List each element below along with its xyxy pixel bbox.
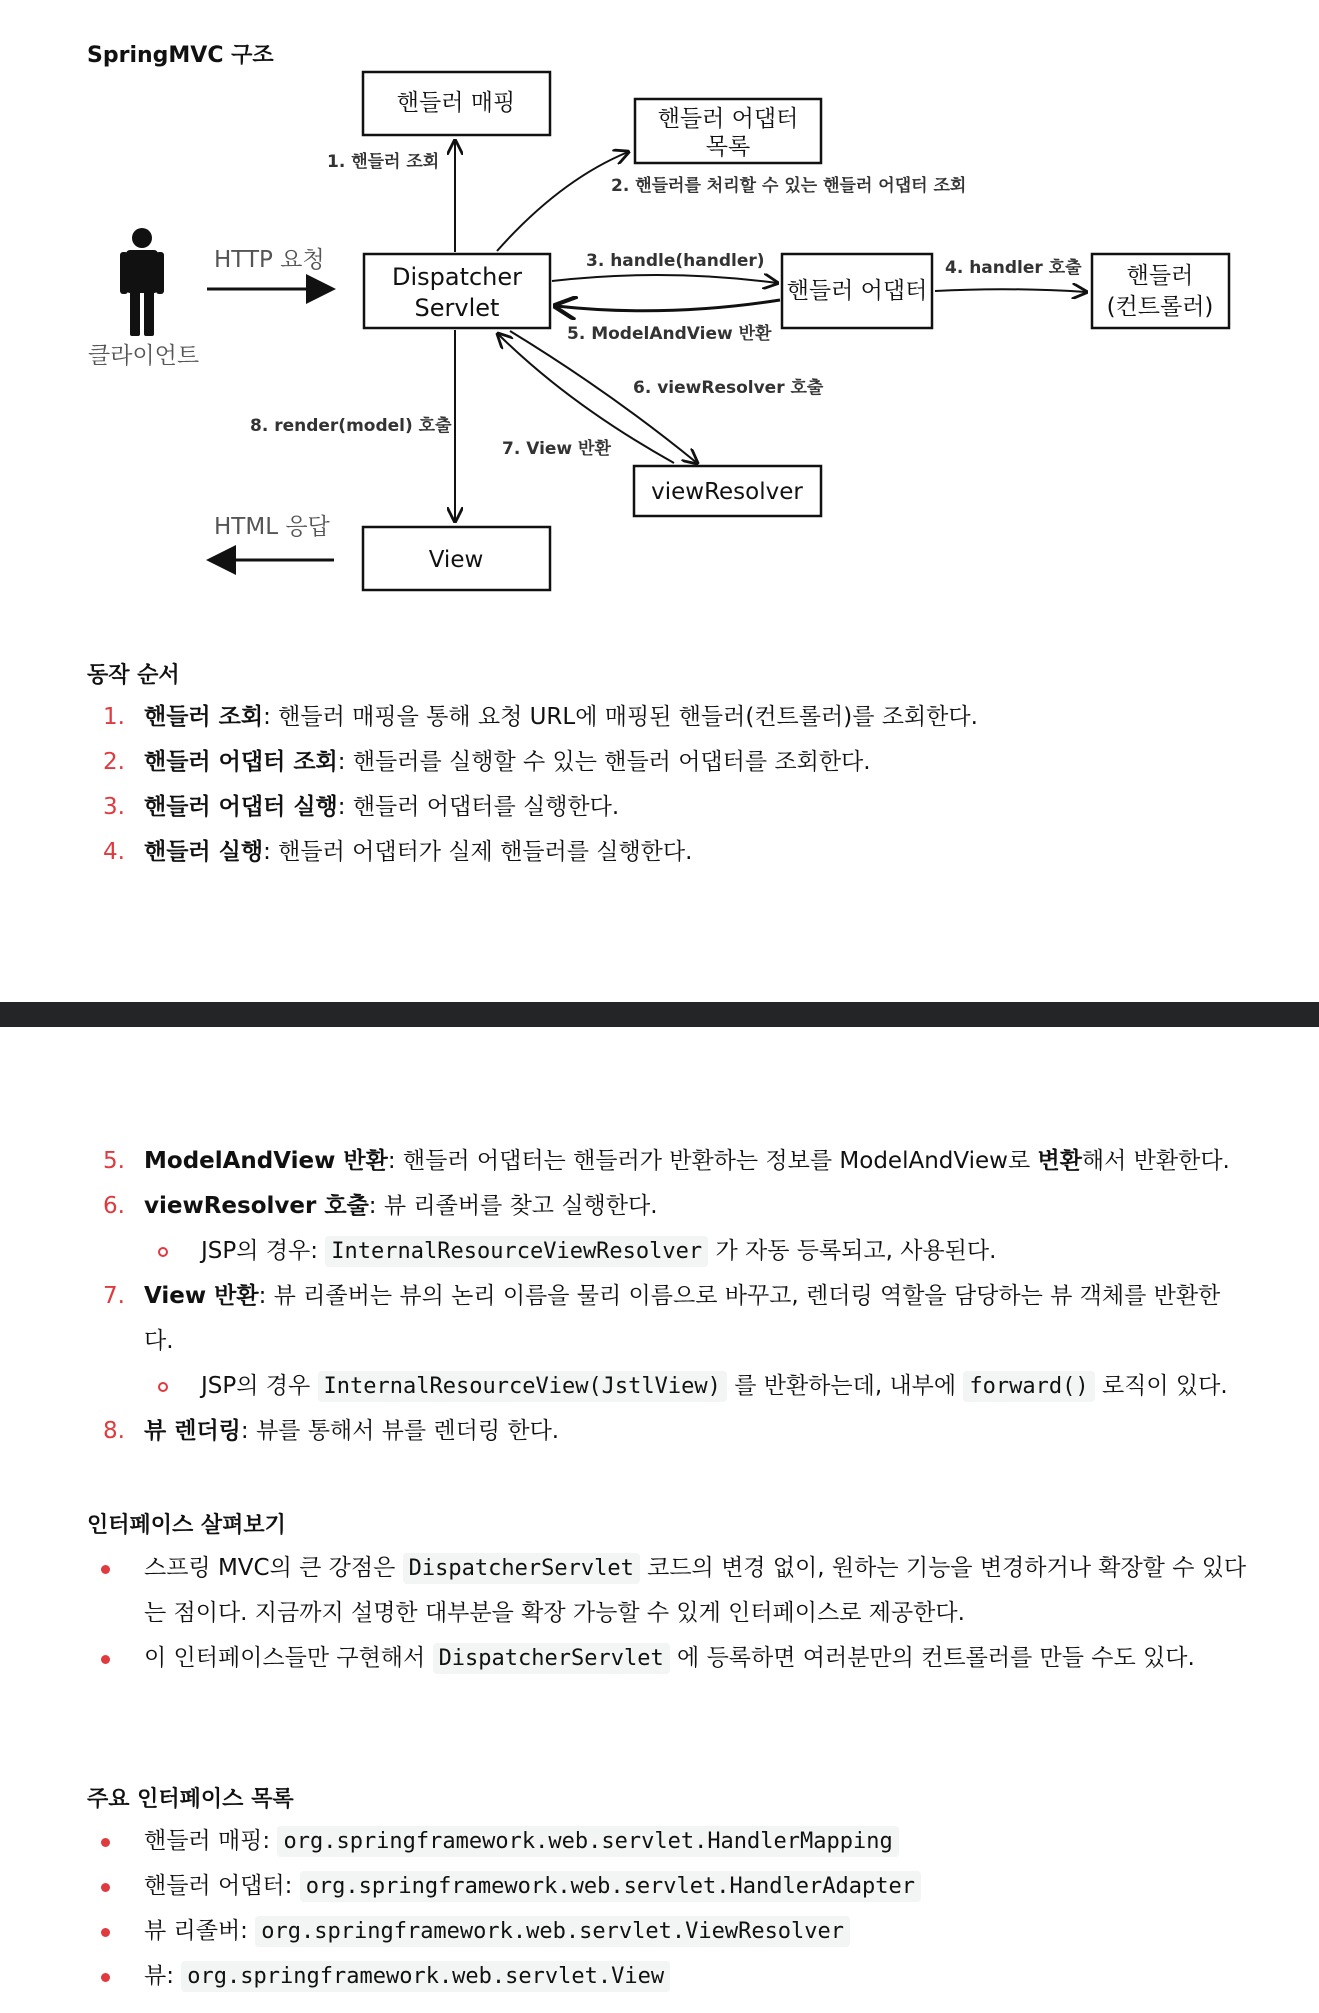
list-item: 7. View 반환: 뷰 리졸버는 뷰의 논리 이름을 물리 이름으로 바꾸고, 렌더링 역할을 담당하는 뷰 객체를 반환한다. JSP의 경우 InternalResourceView(JstlView) 를 반환하는데, 내부에 forward() 로직이 있다. (87, 1274, 1247, 1409)
handler-label-1: 핸들러 (1126, 263, 1194, 289)
arrow-step2 (497, 152, 628, 251)
list-item: 뷰 리졸버: org.springframework.web.servlet.ViewResolver (87, 1909, 1247, 1954)
code-inline: InternalResourceViewResolver (325, 1236, 708, 1267)
section-divider (0, 1002, 1319, 1027)
client-person-icon (120, 228, 164, 336)
list-item: 핸들러 어댑터: org.springframework.web.servlet.HandlerAdapter (87, 1864, 1247, 1909)
code-inline: org.springframework.web.servlet.HandlerAdapter (300, 1871, 921, 1902)
view-label: View (428, 547, 484, 573)
sub-list (144, 1364, 1247, 1409)
code-inline: forward() (963, 1371, 1094, 1402)
code-inline: DispatcherServlet (403, 1553, 640, 1584)
order-heading: 동작 순서 (87, 663, 180, 688)
sub-list-item: JSP의 경우 InternalResourceView(JstlView) 를 반환하는데, 내부에 forward() 로직이 있다. (144, 1364, 1247, 1409)
list-item: 핸들러 매핑: org.springframework.web.servlet.HandlerMapping (87, 1819, 1247, 1864)
step1-label: 1. 핸들러 조회 (327, 152, 440, 172)
code-inline: org.springframework.web.servlet.View (181, 1961, 670, 1992)
list-item: 8. 뷰 렌더링: 뷰를 통해서 뷰를 렌더링 한다. (103, 1418, 560, 1444)
dispatcher-label-1: Dispatcher (391, 263, 523, 291)
arrow-step4 (935, 289, 1086, 292)
order-list-continued (87, 1139, 1247, 1454)
code-inline: org.springframework.web.servlet.HandlerMapping (277, 1826, 898, 1857)
step3-label: 3. handle(handler) (586, 251, 765, 271)
spring-mvc-diagram (0, 0, 1319, 620)
step7-label: 7. View 반환 (502, 439, 611, 459)
adapter-list-label-2: 목록 (705, 134, 751, 160)
dispatcher-label-2: Servlet (414, 294, 500, 322)
list-item: 3. 핸들러 어댑터 실행: 핸들러 어댑터를 실행한다. (103, 794, 620, 820)
main-interfaces-list (87, 1819, 1247, 1999)
sub-list (144, 1229, 1247, 1274)
step5-label: 5. ModelAndView 반환 (567, 324, 772, 344)
list-item: 6. viewResolver 호출: 뷰 리졸버를 찾고 실행한다. JSP의 경우: InternalResourceViewResolver 가 자동 등록되고, 사용된다. (87, 1184, 1247, 1274)
code-inline: InternalResourceView(JstlView) (318, 1371, 727, 1402)
handler-mapping-label: 핸들러 매핑 (396, 90, 516, 116)
arrow-step3 (552, 275, 777, 283)
http-request-label: HTTP 요청 (214, 247, 325, 273)
arrow-step5 (556, 300, 780, 311)
handler-label-2: (컨트롤러) (1106, 294, 1214, 320)
list-item: 4. 핸들러 실행: 핸들러 어댑터가 실제 핸들러를 실행한다. (103, 839, 693, 865)
interfaces-list (87, 1546, 1247, 1681)
step8-label: 8. render(model) 호출 (250, 416, 452, 436)
http-response-label: HTML 응답 (214, 514, 330, 540)
list-item: 스프링 MVC의 큰 강점은 DispatcherServlet 코드의 변경 없이, 원하는 기능을 변경하거나 확장할 수 있다는 점이다. 지금까지 설명한 대부분을 확장 가능할 수 있게 인터페이스로 제공한다. (87, 1546, 1247, 1636)
list-item: 1. 핸들러 조회: 핸들러 매핑을 통해 요청 URL에 매핑된 핸들러(컨트롤러)를 조회한다. (103, 704, 978, 730)
client-label: 클라이언트 (88, 343, 200, 369)
code-inline: DispatcherServlet (433, 1643, 670, 1674)
interfaces-heading: 인터페이스 살펴보기 (87, 1513, 286, 1538)
step4-label: 4. handler 호출 (945, 258, 1082, 278)
page-title: SpringMVC 구조 (87, 43, 274, 68)
step6-label: 6. viewResolver 호출 (633, 378, 824, 398)
list-item: 이 인터페이스들만 구현해서 DispatcherServlet 에 등록하면 여러분만의 컨트롤러를 만들 수도 있다. (87, 1636, 1247, 1681)
step2-label: 2. 핸들러를 처리할 수 있는 핸들러 어댑터 조회 (611, 176, 967, 196)
adapter-list-label-1: 핸들러 어댑터 (657, 106, 799, 132)
code-inline: org.springframework.web.servlet.ViewResolver (255, 1916, 850, 1947)
list-item: 뷰: org.springframework.web.servlet.View (87, 1954, 1247, 1999)
view-resolver-label: viewResolver (651, 479, 803, 505)
sub-list-item: JSP의 경우: InternalResourceViewResolver 가 자동 등록되고, 사용된다. (144, 1229, 1247, 1274)
order-list (87, 695, 1247, 875)
list-item: 5. ModelAndView 반환: 핸들러 어댑터는 핸들러가 반환하는 정보를 ModelAndView로 변환해서 반환한다. (103, 1148, 1230, 1174)
list-item: 2. 핸들러 어댑터 조회: 핸들러를 실행할 수 있는 핸들러 어댑터를 조회한다. (103, 749, 871, 775)
handler-adapter-label: 핸들러 어댑터 (786, 278, 928, 304)
main-interfaces-heading: 주요 인터페이스 목록 (87, 1787, 294, 1812)
